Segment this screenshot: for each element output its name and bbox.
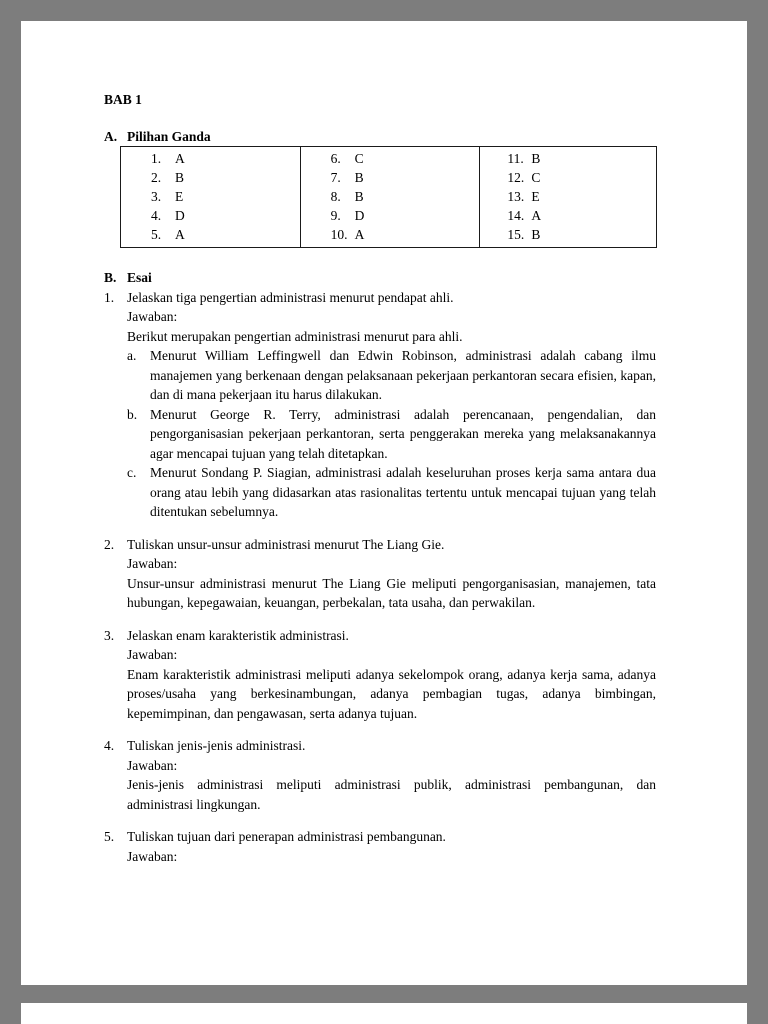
essay-question-3 [104,626,656,724]
answer-letter: E [175,189,184,204]
answer-number: 6. [330,151,341,166]
section-b-title: Esai [127,270,152,285]
question-text: Jelaskan tiga pengertian administrasi menurut pendapat ahli. [127,289,454,305]
answer-item [507,149,652,168]
answer-item [507,206,652,225]
answer-letter: D [175,208,185,223]
answer-item [331,187,476,206]
answer-text: Jenis-jenis administrasi meliputi administrasi publik, administrasi pembangunan, dan administrasi lingkungan. [127,777,656,812]
answer-number: 14. [507,208,525,223]
jawaban-label: Jawaban: [127,848,178,864]
answer-letter: B [531,151,541,166]
question-text: Jelaskan enam karakteristik administrasi. [127,627,349,643]
answer-item [331,225,476,244]
jawaban-label: Jawaban: [127,757,178,773]
essay-question-1 [104,288,656,522]
answer-number: 4. [151,208,162,223]
answer-item [151,225,296,244]
question-number: 4. [104,738,115,753]
sub-answer-letter: c. [127,465,137,480]
answer-item [507,168,652,187]
answer-letter: B [175,170,185,185]
sub-answer-letter: a. [127,348,137,363]
answer-letter: B [354,170,364,185]
question-number: 2. [104,536,115,552]
question-text: Tuliskan tujuan dari penerapan administrasi pembangunan. [127,829,446,844]
answer-item [151,187,296,206]
answer-number: 15. [507,227,525,242]
answer-number: 7. [330,170,341,185]
sub-answer-text: Menurut Sondang P. Siagian, administrasi adalah keseluruhan proses kerja sama antara dua orang atau lebih yang didasarkan atas rasionalitas tertentu untuk mencapai tujuan yang telah ditentukan sebelumnya. [150,465,656,519]
answer-letter: A [175,151,185,166]
answer-letter: C [531,170,541,185]
answer-item [331,206,476,225]
answer-number: 1. [151,151,162,166]
answer-number: 8. [330,189,341,204]
section-a-heading [104,127,656,147]
answer-letter: B [354,189,364,204]
question-text: Tuliskan unsur-unsur administrasi menurut The Liang Gie. [127,536,445,552]
chapter-title: BAB 1 [104,92,142,107]
jawaban-label: Jawaban: [127,309,178,324]
answer-letter: A [175,227,185,242]
answer-item [331,168,476,187]
answer-number: 9. [330,208,341,223]
answer-item [151,149,296,168]
essay-question-4 [104,736,656,814]
answer-letter: E [531,189,540,204]
answer-item [507,225,652,244]
question-text: Tuliskan jenis-jenis administrasi. [127,738,306,753]
answer-number: 12. [507,170,525,185]
answer-number: 5. [151,227,162,242]
answer-item [151,168,296,187]
answer-column-2 [300,147,480,247]
answer-letter: B [531,227,541,242]
answer-letter: D [354,208,365,223]
section-a-number: A. [104,128,118,144]
sub-answer-text: Menurut William Leffingwell dan Edwin Robinson, administrasi adalah cabang ilmu manajemen yang berkenaan dengan pelaksanaan pekerjaan perkantoran secara efisien, kapan, dan di mana pekerjaan itu harus dilakukan. [150,348,656,402]
answer-number: 2. [151,170,162,185]
answer-number: 10. [330,227,348,242]
multiple-choice-answer-table [120,146,657,248]
essay-question-5 [104,827,656,866]
answer-number: 11. [507,151,524,166]
jawaban-label: Jawaban: [127,556,178,571]
sub-answer-b [127,405,656,464]
answer-letter: A [531,208,542,223]
answer-column-3 [479,147,656,247]
sub-answer-a [127,346,656,405]
answer-number: 13. [507,189,525,204]
question-number: 3. [104,627,115,643]
answer-letter: A [354,227,365,242]
answer-item [331,149,476,168]
section-a-title: Pilihan Ganda [127,128,211,144]
sub-answer-letter: b. [127,406,138,422]
essay-question-2 [104,535,656,613]
answer-text: Enam karakteristik administrasi meliputi adanya sekelompok orang, adanya kerja sama, adanya proses/usaha yang berkesinambungan, adanya pembagian tugas, adanya bimbingan, kepemimpinan, dan pengawasan, serta adanya tujuan. [127,666,656,721]
section-b-number: B. [104,270,117,285]
answer-item [507,187,652,206]
question-number: 5. [104,829,115,844]
document-page [21,21,747,985]
answer-number: 3. [151,189,162,204]
sub-answer-text: Menurut George R. Terry, administrasi adalah perencanaan, pengendalian, dan pengorganisasian pekerjaan perkantoran, serta penggerakan mereka yang melaksanakannya agar mencapai tujuan yang telah ditetapkan. [150,406,656,461]
jawaban-label: Jawaban: [127,647,178,662]
sub-answer-c [127,463,656,522]
answer-letter: C [354,151,364,166]
answer-intro: Berikut merupakan pengertian administrasi menurut para ahli. [127,328,463,344]
question-number: 1. [104,289,115,305]
answer-text: Unsur-unsur administrasi menurut The Liang Gie meliputi pengorganisasian, manajemen, tata hubungan, kepegawaian, keuangan, perbekalan, tata usaha, dan perwakilan. [127,575,656,610]
answer-column-1 [121,147,300,247]
next-page-preview [21,1003,747,1024]
section-b-heading [104,268,656,288]
answer-item [151,206,296,225]
